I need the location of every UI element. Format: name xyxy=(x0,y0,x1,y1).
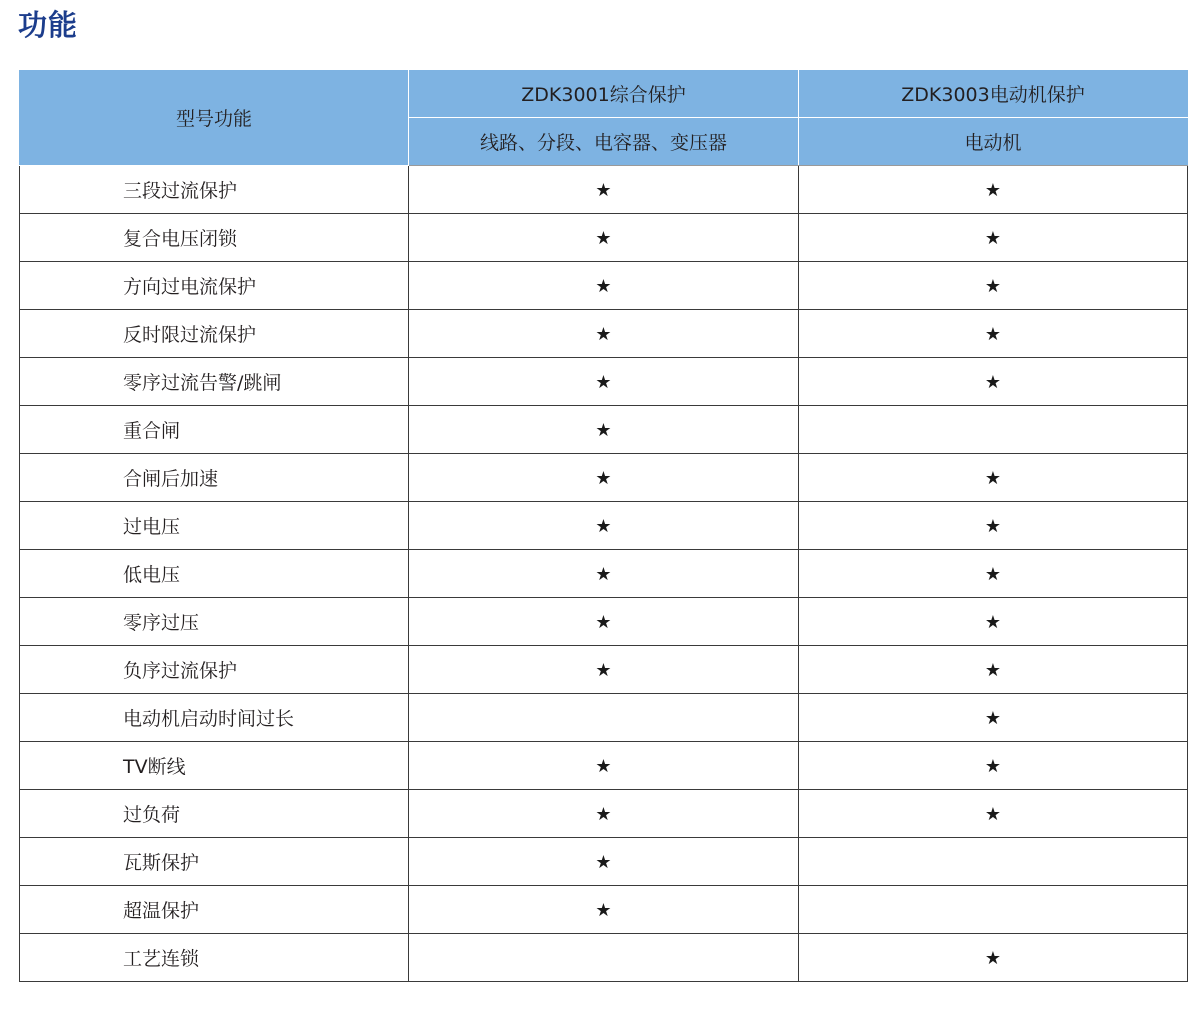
feature-name-cell: 合闸后加速 xyxy=(20,454,409,502)
zdk3003-support-cell xyxy=(799,886,1188,934)
zdk3003-support-cell xyxy=(799,694,1188,742)
star-icon: ★ xyxy=(595,275,612,297)
zdk3003-support-cell xyxy=(799,838,1188,886)
zdk3003-support-cell xyxy=(799,598,1188,646)
column-subheader-zdk3003-application: 电动机 xyxy=(799,118,1188,166)
table-row xyxy=(20,502,1188,550)
star-icon: ★ xyxy=(595,803,612,825)
zdk3003-support-cell xyxy=(799,550,1188,598)
zdk3001-support-cell xyxy=(409,598,799,646)
zdk3003-support-cell xyxy=(799,358,1188,406)
star-icon: ★ xyxy=(984,467,1002,489)
star-icon: ★ xyxy=(984,179,1002,201)
zdk3001-support-cell xyxy=(409,550,799,598)
zdk3001-support-cell xyxy=(409,694,799,742)
zdk3001-support-cell xyxy=(409,262,799,310)
feature-name-cell: TV断线 xyxy=(20,742,409,790)
feature-name-cell: 超温保护 xyxy=(20,886,409,934)
feature-name-cell: 过负荷 xyxy=(20,790,409,838)
star-icon: ★ xyxy=(595,323,612,345)
zdk3003-support-cell xyxy=(799,502,1188,550)
zdk3001-support-cell xyxy=(409,358,799,406)
star-icon: ★ xyxy=(595,419,612,441)
feature-name-cell: 重合闸 xyxy=(20,406,409,454)
table-row xyxy=(20,214,1188,262)
star-icon: ★ xyxy=(595,611,612,633)
table-row xyxy=(20,934,1188,982)
feature-name-cell: 过电压 xyxy=(20,502,409,550)
zdk3001-support-cell xyxy=(409,310,799,358)
page-title: 功能 xyxy=(18,8,79,42)
table-row xyxy=(20,310,1188,358)
zdk3001-support-cell xyxy=(409,454,799,502)
table-row xyxy=(20,838,1188,886)
zdk3003-support-cell xyxy=(799,742,1188,790)
feature-name-cell: 负序过流保护 xyxy=(20,646,409,694)
feature-name-cell: 瓦斯保护 xyxy=(20,838,409,886)
star-icon: ★ xyxy=(984,611,1002,633)
table-body xyxy=(20,166,1188,982)
zdk3003-support-cell xyxy=(799,790,1188,838)
star-icon: ★ xyxy=(984,803,1002,825)
zdk3001-support-cell xyxy=(409,214,799,262)
star-icon: ★ xyxy=(984,371,1002,393)
zdk3003-support-cell xyxy=(799,166,1188,214)
column-header-zdk3001-model: ZDK3001综合保护 xyxy=(409,70,799,118)
feature-name-cell: 反时限过流保护 xyxy=(20,310,409,358)
zdk3001-support-cell xyxy=(409,886,799,934)
star-icon: ★ xyxy=(595,851,612,873)
feature-name-cell: 工艺连锁 xyxy=(20,934,409,982)
feature-name-cell: 三段过流保护 xyxy=(20,166,409,214)
table-row xyxy=(20,790,1188,838)
feature-name-cell: 复合电压闭锁 xyxy=(20,214,409,262)
table-row xyxy=(20,598,1188,646)
star-icon: ★ xyxy=(595,563,612,585)
table-row xyxy=(20,742,1188,790)
zdk3001-support-cell xyxy=(409,790,799,838)
star-icon: ★ xyxy=(984,515,1002,537)
zdk3003-support-cell xyxy=(799,262,1188,310)
table-row xyxy=(20,550,1188,598)
star-icon: ★ xyxy=(595,659,612,681)
star-icon: ★ xyxy=(984,707,1002,729)
star-icon: ★ xyxy=(595,227,612,249)
star-icon: ★ xyxy=(984,947,1002,969)
star-icon: ★ xyxy=(595,755,612,777)
zdk3001-support-cell xyxy=(409,742,799,790)
feature-name-cell: 低电压 xyxy=(20,550,409,598)
zdk3001-support-cell xyxy=(409,502,799,550)
zdk3003-support-cell xyxy=(799,454,1188,502)
star-icon: ★ xyxy=(984,323,1002,345)
star-icon: ★ xyxy=(595,899,612,921)
star-icon: ★ xyxy=(595,467,612,489)
table-row xyxy=(20,358,1188,406)
table-row xyxy=(20,694,1188,742)
feature-name-cell: 方向过电流保护 xyxy=(20,262,409,310)
zdk3001-support-cell xyxy=(409,838,799,886)
corner-header: 型号功能 xyxy=(20,70,409,166)
feature-name-cell: 零序过流告警/跳闸 xyxy=(20,358,409,406)
star-icon: ★ xyxy=(984,755,1002,777)
zdk3001-support-cell xyxy=(409,406,799,454)
feature-name-cell: 零序过压 xyxy=(20,598,409,646)
table-row xyxy=(20,646,1188,694)
table-header xyxy=(20,70,1188,166)
zdk3001-support-cell xyxy=(409,934,799,982)
feature-name-cell: 电动机启动时间过长 xyxy=(20,694,409,742)
star-icon: ★ xyxy=(595,179,612,201)
column-header-zdk3003-model: ZDK3003电动机保护 xyxy=(799,70,1188,118)
star-icon: ★ xyxy=(984,659,1002,681)
zdk3003-support-cell xyxy=(799,406,1188,454)
table-row xyxy=(20,406,1188,454)
zdk3001-support-cell xyxy=(409,166,799,214)
column-subheader-zdk3001-application: 线路、分段、电容器、变压器 xyxy=(409,118,799,166)
zdk3003-support-cell xyxy=(799,214,1188,262)
table-row xyxy=(20,454,1188,502)
zdk3001-support-cell xyxy=(409,646,799,694)
table-row xyxy=(20,262,1188,310)
star-icon: ★ xyxy=(595,371,612,393)
zdk3003-support-cell xyxy=(799,646,1188,694)
zdk3003-support-cell xyxy=(799,310,1188,358)
zdk3003-support-cell xyxy=(799,934,1188,982)
star-icon: ★ xyxy=(984,275,1002,297)
feature-comparison-table xyxy=(19,70,1188,982)
table-row xyxy=(20,166,1188,214)
star-icon: ★ xyxy=(984,227,1002,249)
star-icon: ★ xyxy=(595,515,612,537)
table-row xyxy=(20,886,1188,934)
star-icon: ★ xyxy=(984,563,1002,585)
